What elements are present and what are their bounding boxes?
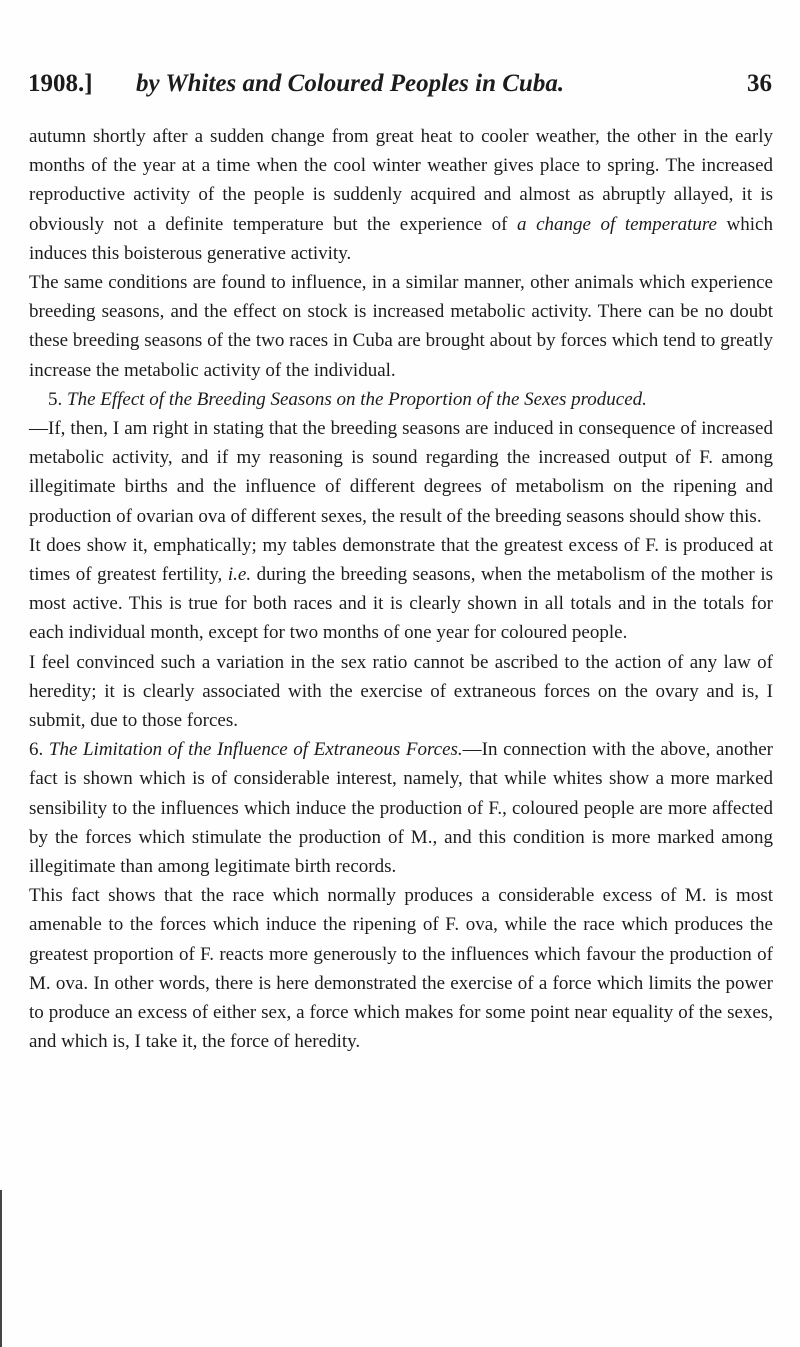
section-number: 5. (48, 388, 63, 410)
running-head (28, 70, 772, 110)
paragraph-text: autumn shortly after a sudden change from great heat to cooler weather, the other in the early months of the year at a time when the cool winter weather gives place to spring. The increased reproductive activity of the people is suddenly acquired and almost as abruptly allayed, it is obviously not a definite temperature but the experience of (29, 126, 773, 235)
paragraph-text: —In connection with the above, another fact is shown which is of considerable interest, namely, that while whites show a more marked sensibility to the influences which induce the production of F., coloured people are more affected by the forces which stimulate the production of M., and this condition is more marked among illegitimate than among legitimate birth records. (29, 739, 774, 878)
header-title: by Whites and Coloured Peoples in Cuba. (136, 70, 565, 97)
section-heading: The Limitation of the Influence of Extraneous Forces. (48, 739, 463, 761)
paragraph-2 (29, 268, 773, 385)
paragraph-text: during the breeding seasons, when the metabolism of the mother is most active. This is true for both races and it is clearly shown in all totals and in the totals for each individual month, except for two months of one year for coloured people. (29, 564, 773, 644)
paragraph-7 (29, 881, 773, 1056)
page-number: 36 (747, 70, 772, 97)
paragraph-5 (29, 648, 773, 736)
paragraph-text: This fact shows that the race which normally produces a considerable excess of M. is most amenable to the forces which induce the ripening of F. ova, while the race which produces the greatest proportion of F. reacts more generously to the influences which favour the production of M. ova. In other words, there is here demonstrated the exercise of a force which limits the power to produce an excess of either sex, a force which makes for some point near equality of the sexes, and which is, I take it, the force of heredity. (29, 885, 773, 1053)
paragraph-6 (29, 735, 773, 881)
header-year: 1908.] (28, 70, 93, 97)
paragraph-text: which induces this boisterous generative activity. (29, 213, 773, 264)
section-number: 6. (29, 739, 44, 761)
paragraph-text: I feel convinced such a variation in the sex ratio cannot be ascribed to the action of any law of heredity; it is clearly associated with the exercise of extraneous forces on the ovary and is, I submit, due to those forces. (29, 651, 773, 732)
paragraph-3 (29, 385, 773, 531)
paragraph-1 (29, 122, 773, 268)
section-heading: The Effect of the Breeding Seasons on the Proportion of the Sexes produced. (67, 388, 647, 410)
italic-phrase: i.e. (227, 564, 252, 586)
paragraph-text: The same conditions are found to influence, in a similar manner, other animals which experience breeding seasons, and the effect on stock is increased metabolic activity. There can be no doubt these breeding seasons of the two races in Cuba are brought about by forces which tend to greatly increase the metabolic activity of the individual. (29, 272, 773, 381)
italic-phrase: a change of temperature (517, 213, 717, 235)
paragraph-text: —If, then, I am right in stating that the breeding seasons are induced in consequence of increased metabolic activity, and if my reasoning is sound regarding the increased output of F. among illegitimate births and the influence of different degrees of metabolism on the ripening and production of ovarian ova of different sexes, the result of the breeding seasons should show this. (29, 418, 773, 527)
scan-edge-line (0, 1190, 2, 1347)
paragraph-text: It does show it, emphatically; my tables demonstrate that the greatest excess of F. is produced at times of greatest fertility, (29, 534, 773, 586)
body-text (29, 122, 773, 1057)
paragraph-4 (29, 531, 773, 648)
